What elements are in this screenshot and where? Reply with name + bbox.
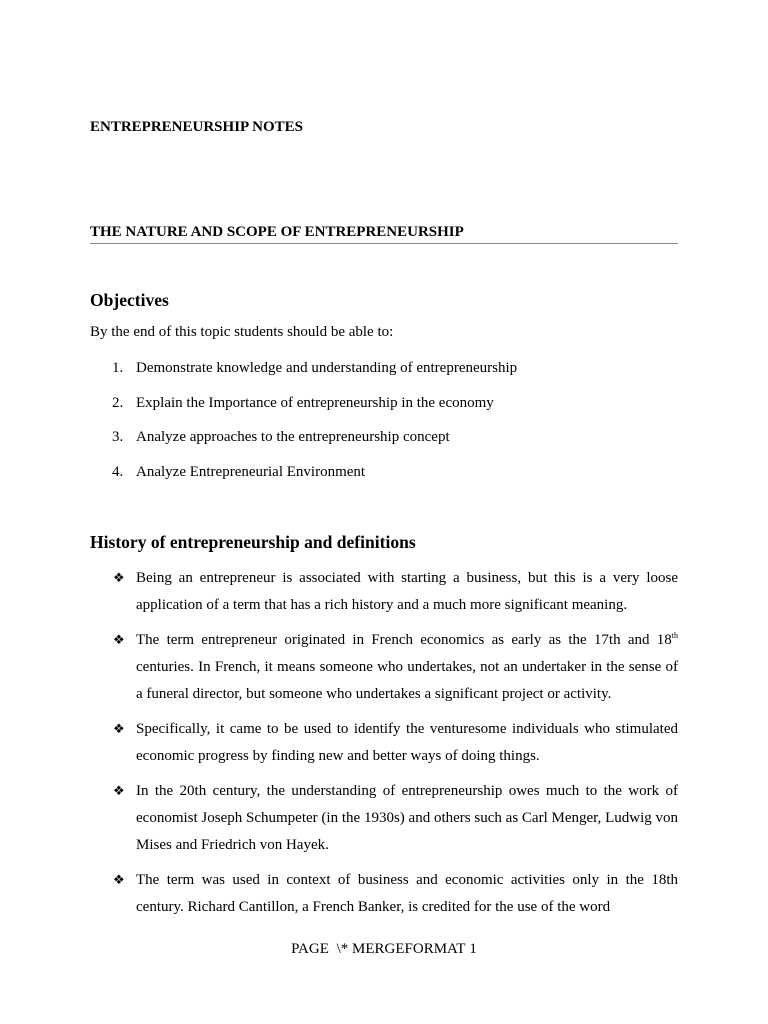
history-bullet-item <box>90 867 678 921</box>
objective-number: 2. <box>112 394 124 411</box>
diamond-bullet-icon: ❖ <box>113 571 125 586</box>
objective-text: Explain the Importance of entrepreneurship in the economy <box>136 394 494 411</box>
page-footer <box>0 941 768 958</box>
bullet-text-continued: centuries. In French, it means someone who undertakes, not an undertaker in the sense of a funeral director, but someone who undertakes a significant project or activity. <box>136 659 678 702</box>
bullet-text: Being an entrepreneur is associated with starting a business, but this is a very loose application of a term that has a rich history and a much more significant meaning. <box>136 570 678 613</box>
objective-item <box>90 463 678 498</box>
section-heading: THE NATURE AND SCOPE OF ENTREPRENEURSHIP <box>90 224 678 244</box>
bullet-text: The term was used in context of business and economic activities only in the 18th century. Richard Cantillon, a French Banker, is credited for the use of the word <box>136 872 678 915</box>
footer-field-code: \* MERGEFORMAT <box>336 941 466 957</box>
bullet-text: Specifically, it came to be used to identify the venturesome individuals who stimulated economic progress by finding new and better ways of doing things. <box>136 721 678 764</box>
history-bullet-item <box>90 565 678 619</box>
diamond-bullet-icon: ❖ <box>113 873 125 888</box>
history-bullet-item <box>90 778 678 859</box>
objective-item <box>90 394 678 429</box>
objective-text: Demonstrate knowledge and understanding of entrepreneurship <box>136 360 518 376</box>
objectives-list <box>90 359 678 497</box>
objective-item <box>90 359 678 394</box>
superscript-ordinal: th <box>671 631 678 640</box>
diamond-bullet-icon: ❖ <box>113 784 125 799</box>
objective-text: Analyze approaches to the entrepreneurship concept <box>136 429 450 445</box>
footer-page-number: 1 <box>469 941 477 957</box>
bullet-text: In the 20th century, the understanding of entrepreneurship owes much to the work of economist Joseph Schumpeter (in the 1930s) and others such as Carl Menger, Ludwig von Mises and Friedrich von Hayek. <box>136 783 678 853</box>
objective-text: Analyze Entrepreneurial Environment <box>136 463 366 480</box>
bullet-text: The term entrepreneur originated in French economics as early as the 17th and 18 <box>136 632 672 648</box>
diamond-bullet-icon: ❖ <box>113 633 125 648</box>
diamond-bullet-icon: ❖ <box>113 722 125 737</box>
objective-number: 1. <box>112 360 124 376</box>
history-bullet-item <box>90 627 678 708</box>
history-bullet-list <box>90 565 678 929</box>
footer-page-label: PAGE <box>291 941 329 957</box>
objectives-heading: Objectives <box>90 290 169 310</box>
objective-number: 3. <box>112 429 124 445</box>
objective-number: 4. <box>112 463 124 480</box>
objective-item <box>90 428 678 463</box>
document-title: ENTREPRENEURSHIP NOTES <box>90 119 303 135</box>
history-bullet-item <box>90 716 678 770</box>
objectives-intro: By the end of this topic students should be able to: <box>90 324 394 340</box>
history-heading: History of entrepreneurship and definitions <box>90 532 416 552</box>
